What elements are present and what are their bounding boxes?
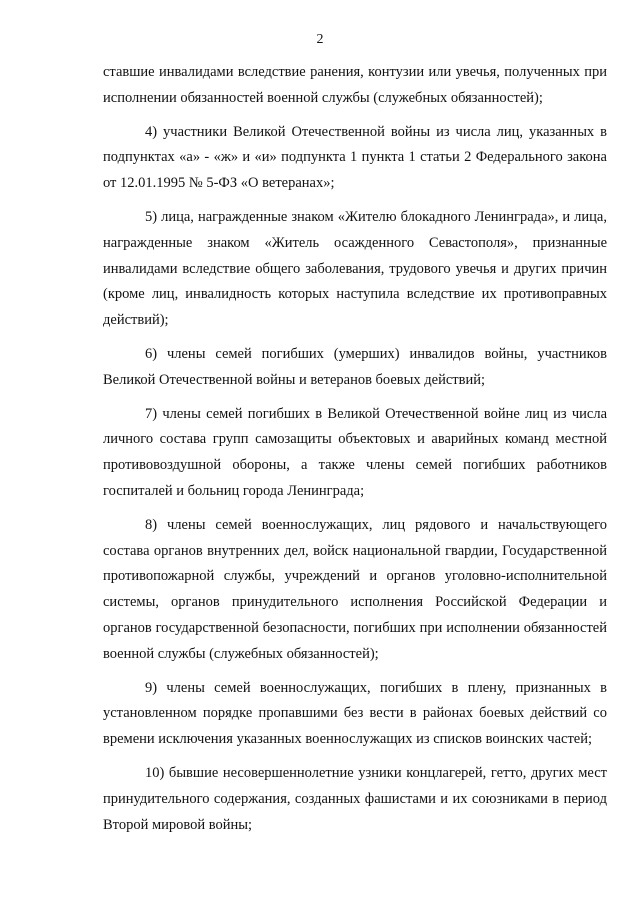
paragraph-item-8: 8) члены семей военнослужащих, лиц рядового и начальствующего состава органов внутренних дел, войск национальной гвардии, Государственной противопожарной службы, учреждений и органов уголовно-исполнительной системы, органов принудительного исполнения Российской Федерации и органов государственной безопасности, погибших при исполнении обязанностей военной службы (служебных обязанностей); bbox=[103, 516, 607, 662]
page-number: 2 bbox=[316, 32, 324, 47]
paragraph-item-9: 9) члены семей военнослужащих, погибших в плену, признанных в установленном порядке пропавшими без вести в районах боевых действий со времени исключения указанных военнослужащих из списков воинских частей; bbox=[103, 679, 607, 748]
paragraph-item-5: 5) лица, награжденные знаком «Жителю блокадного Ленинграда», и лица, награжденные знаком «Житель осажденного Севастополя», признанные инвалидами вследствие общего заболевания, трудового увечья и других причин (кроме лиц, инвалидность которых наступила вследствие их противоправных действий); bbox=[103, 208, 607, 329]
paragraph-continuation: ставшие инвалидами вследствие ранения, контузии или увечья, полученных при исполнении обязанностей военной службы (служебных обязанностей); bbox=[103, 64, 607, 106]
paragraph-item-10: 10) бывшие несовершеннолетние узники концлагерей, гетто, других мест принудительного содержания, созданных фашистами и их союзниками в период Второй мировой войны; bbox=[103, 764, 607, 833]
paragraph-item-4: 4) участники Великой Отечественной войны из числа лиц, указанных в подпунктах «а» - «ж» и «и» подпункта 1 пункта 1 статьи 2 Федерального закона от 12.01.1995 № 5-ФЗ «О ветеранах»; bbox=[103, 123, 607, 192]
paragraph-item-7: 7) члены семей погибших в Великой Отечественной войне лиц из числа личного состава групп самозащиты объектовых и аварийных команд местной противовоздушной обороны, а также члены семей погибших работников госпиталей и больниц города Ленинграда; bbox=[103, 405, 607, 499]
document-body bbox=[103, 60, 607, 838]
paragraph-item-6: 6) члены семей погибших (умерших) инвалидов войны, участников Великой Отечественной войны и ветеранов боевых действий; bbox=[103, 345, 607, 388]
